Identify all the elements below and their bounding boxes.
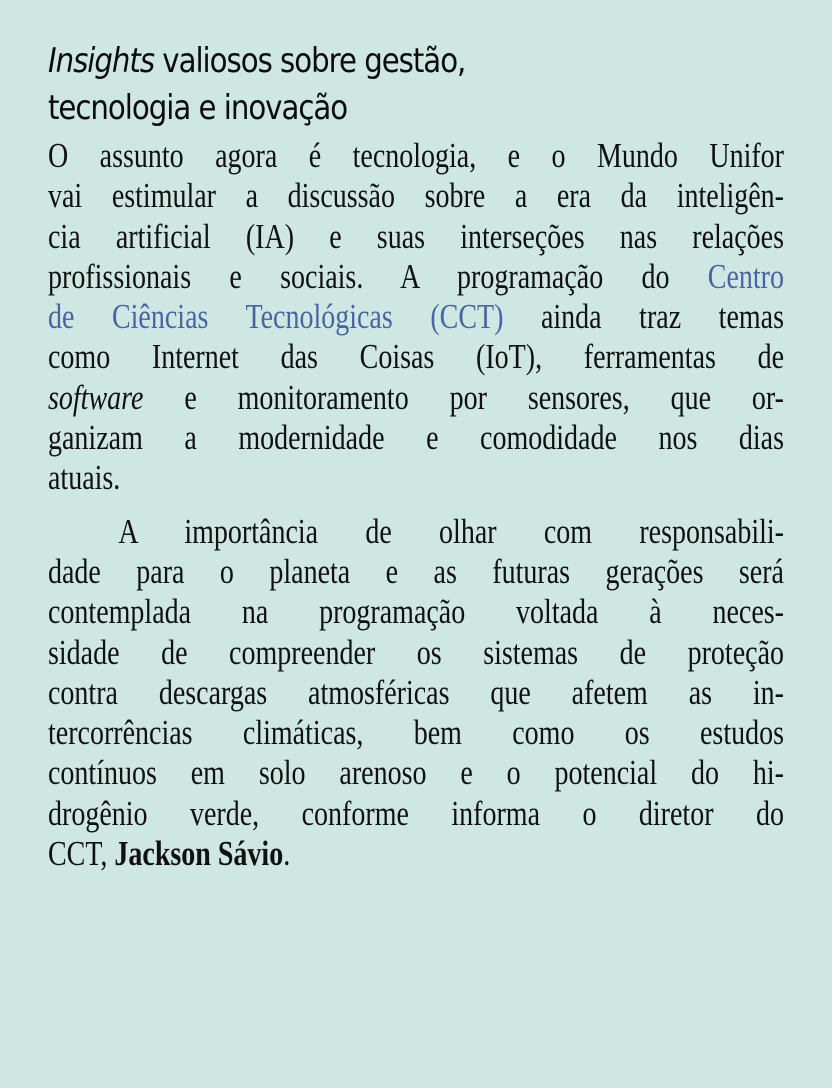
text-line-indented: A importância de olhar com responsabili-: [118, 511, 784, 551]
title-italic-word: Insights: [48, 41, 155, 81]
cct-link-part1[interactable]: Centro: [707, 256, 784, 296]
text-line: ganizam a modernidade e comodidade nos dias: [48, 418, 784, 458]
italic-term-software: software: [48, 377, 144, 417]
text-line: atuais.: [48, 458, 121, 498]
text-line: cia artificial (IA) e suas interseções nas relações: [48, 216, 784, 256]
text-line: como Internet das Coisas (IoT), ferramentas de: [48, 337, 784, 377]
text-fragment: ainda traz temas: [503, 297, 784, 337]
paragraph-2: [48, 512, 784, 875]
text-line: [48, 834, 784, 874]
text-line: dade para o planeta e as futuras gerações será: [48, 551, 784, 591]
text-line: O assunto agora é tecnologia, e o Mundo Unifor: [48, 136, 784, 175]
paragraph-1: [48, 136, 784, 499]
text-line: [48, 378, 784, 418]
text-line: drogênio verde, conforme informa o diretor do: [48, 793, 784, 833]
article-title: [48, 38, 784, 132]
text-line: contemplada na programação voltada à neces-: [48, 592, 784, 632]
article-body: [48, 136, 784, 874]
title-line1-rest: valiosos sobre gestão,: [154, 41, 466, 81]
text-line: contra descargas atmosféricas que afetem as in-: [48, 672, 784, 712]
text-fragment: CCT,: [48, 834, 115, 874]
text-line: tercorrências climáticas, bem como os estudos: [48, 713, 784, 753]
text-fragment: .: [283, 834, 291, 874]
cct-link-part2[interactable]: de Ciências Tecnológicas (CCT): [48, 297, 504, 337]
text-fragment: profissionais e sociais. A programação do: [48, 256, 708, 296]
text-line: [48, 297, 784, 337]
text-fragment: e monitoramento por sensores, que or-: [143, 377, 785, 417]
text-line: contínuos em solo arenoso e o potencial do hi-: [48, 753, 784, 793]
article: [48, 38, 784, 874]
author-name: Jackson Sávio: [114, 834, 284, 874]
text-line: vai estimular a discussão sobre a era da inteligên-: [48, 176, 784, 216]
title-line2: tecnologia e inovação: [48, 88, 348, 128]
text-line: sidade de compreender os sistemas de proteção: [48, 632, 784, 672]
text-line: [48, 257, 784, 297]
